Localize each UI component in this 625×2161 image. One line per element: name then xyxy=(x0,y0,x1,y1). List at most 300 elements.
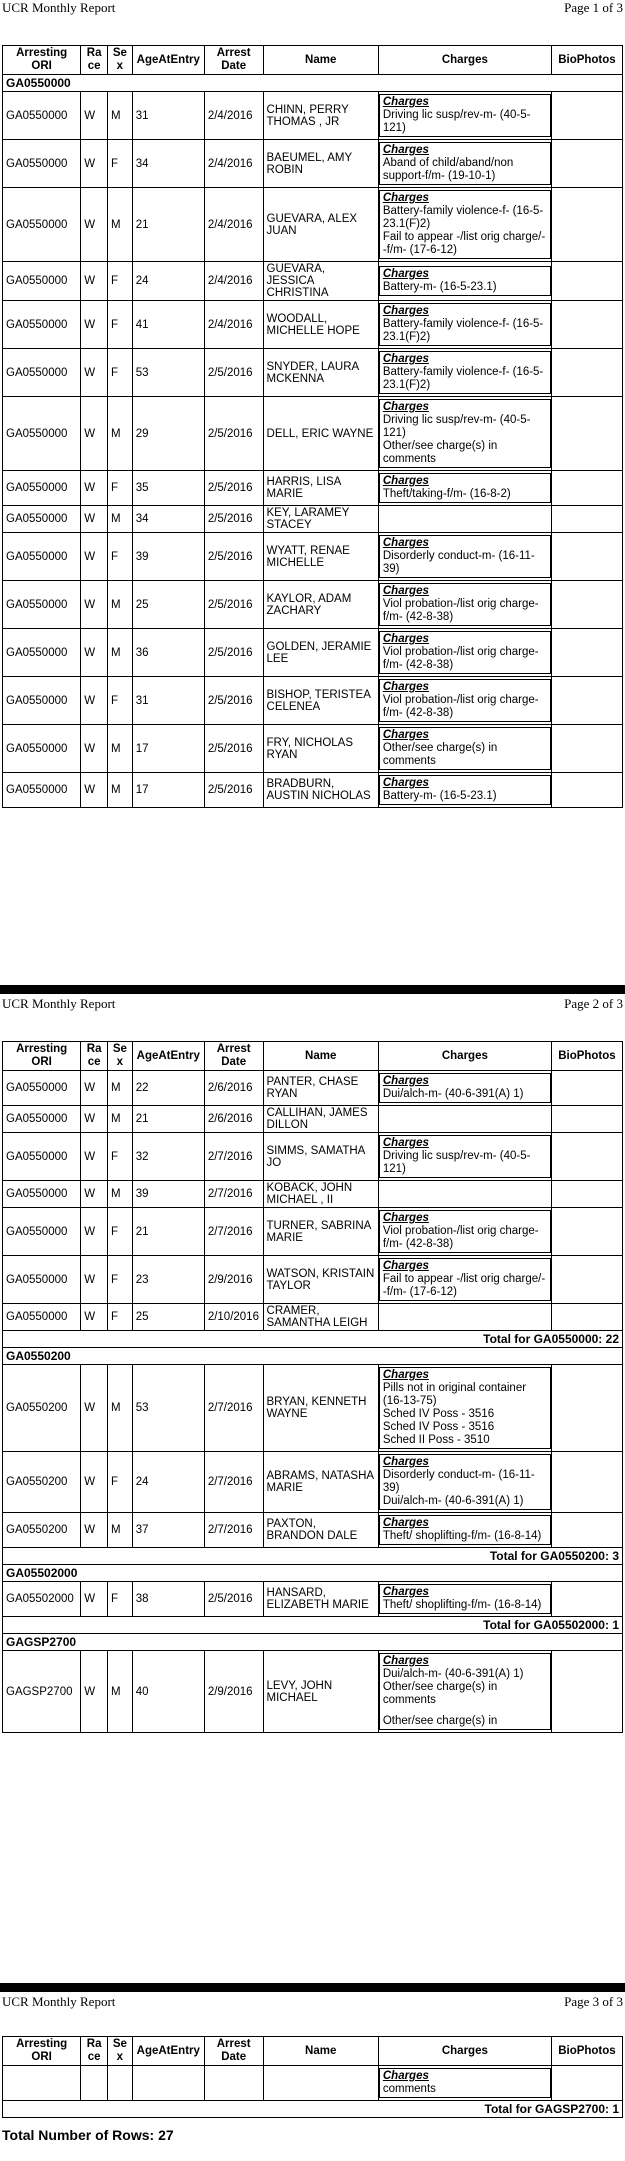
race: W xyxy=(81,140,108,188)
charges-title: Charges xyxy=(382,1212,429,1224)
group-total: Total for GA0550000: 22 xyxy=(3,1331,623,1348)
col-arrest-date-header: Arrest Date xyxy=(204,2037,263,2066)
arrest-row xyxy=(3,397,623,471)
arresting-ori: GAGSP2700 xyxy=(3,1651,81,1733)
arrest-row xyxy=(3,188,623,262)
sex: F xyxy=(108,1582,133,1617)
charges-box xyxy=(379,190,551,259)
charge-item: comments xyxy=(382,2083,436,2095)
charges-box xyxy=(379,351,551,394)
arrestee-name: GUEVARA, JESSICA CHRISTINA xyxy=(263,262,378,301)
arrest-date: 2/9/2016 xyxy=(204,1651,263,1733)
arresting-ori: GA0550000 xyxy=(3,725,81,773)
sex: F xyxy=(108,1452,133,1513)
report-title: UCR Monthly Report xyxy=(2,1994,116,2009)
charge-item: Battery-family violence-f- (16-5-23.1(F)2) xyxy=(382,205,544,230)
arrestee-name: PANTER, CHASE RYAN xyxy=(263,1071,378,1106)
charges-cell xyxy=(378,1133,551,1181)
arrest-row xyxy=(3,506,623,533)
charges-cell xyxy=(378,188,551,262)
sex xyxy=(108,2066,133,2101)
arrest-row xyxy=(3,2066,623,2101)
charges-box xyxy=(379,775,551,805)
sex: M xyxy=(108,629,133,677)
sex: M xyxy=(108,1181,133,1208)
charges-title: Charges xyxy=(382,777,429,789)
age: 32 xyxy=(132,1133,204,1181)
charge-item: Other/see charge(s) in xyxy=(382,1715,498,1727)
arrest-row xyxy=(3,773,623,808)
charge-item: Theft/taking-f/m- (16-8-2) xyxy=(382,488,511,500)
arrest-row xyxy=(3,533,623,581)
col-biophotos-header: BioPhotos xyxy=(551,46,622,75)
charges-title: Charges xyxy=(382,268,429,280)
report-page-1 xyxy=(0,0,625,808)
age: 21 xyxy=(132,188,204,262)
arrestee-name xyxy=(263,2066,378,2101)
arrest-date: 2/4/2016 xyxy=(204,140,263,188)
charges-title: Charges xyxy=(382,2070,429,2082)
charges-box xyxy=(379,679,551,722)
arresting-ori: GA0550000 xyxy=(3,471,81,506)
group-row xyxy=(3,75,623,92)
arresting-ori: GA0550000 xyxy=(3,140,81,188)
col-age-header: AgeAtEntry xyxy=(132,46,204,75)
biophoto-cell xyxy=(551,301,622,349)
sex: M xyxy=(108,1365,133,1452)
grand-total: Total Number of Rows: 27 xyxy=(2,2127,174,2143)
race: W xyxy=(81,506,108,533)
biophoto-cell xyxy=(551,1256,622,1304)
arrestee-name: ABRAMS, NATASHA MARIE xyxy=(263,1452,378,1513)
charges-box xyxy=(379,399,551,468)
charge-item: Disorderly conduct-m- (16-11-39) xyxy=(382,550,535,575)
age: 36 xyxy=(132,629,204,677)
sex: F xyxy=(108,677,133,725)
charges-title: Charges xyxy=(382,353,429,365)
sex: M xyxy=(108,1106,133,1133)
arresting-ori: GA0550000 xyxy=(3,349,81,397)
arrestee-name: CALLIHAN, JAMES DILLON xyxy=(263,1106,378,1133)
charges-title: Charges xyxy=(382,1586,429,1598)
arrest-row xyxy=(3,301,623,349)
age: 17 xyxy=(132,725,204,773)
charge-item: Other/see charge(s) in comments xyxy=(382,440,498,465)
charges-title: Charges xyxy=(382,537,429,549)
arrestee-name: HARRIS, LISA MARIE xyxy=(263,471,378,506)
charges-title: Charges xyxy=(382,729,429,741)
age: 24 xyxy=(132,1452,204,1513)
arrestee-name: FRY, NICHOLAS RYAN xyxy=(263,725,378,773)
charges-cell xyxy=(378,506,551,533)
charges-cell xyxy=(378,581,551,629)
charges-box xyxy=(379,1367,551,1449)
sex: M xyxy=(108,506,133,533)
biophoto-cell xyxy=(551,1106,622,1133)
arresting-ori xyxy=(3,2066,81,2101)
age: 39 xyxy=(132,533,204,581)
sex: F xyxy=(108,471,133,506)
charges-cell xyxy=(378,1106,551,1133)
arresting-ori: GA0550000 xyxy=(3,533,81,581)
charges-cell xyxy=(378,471,551,506)
sex: M xyxy=(108,92,133,140)
arrestee-name: BRYAN, KENNETH WAYNE xyxy=(263,1365,378,1452)
arrestee-name: BAEUMEL, AMY ROBIN xyxy=(263,140,378,188)
arresting-ori: GA0550000 xyxy=(3,581,81,629)
report-title: UCR Monthly Report xyxy=(2,0,116,15)
biophoto-cell xyxy=(551,1582,622,1617)
arrestee-name: BRADBURN, AUSTIN NICHOLAS xyxy=(263,773,378,808)
report-title: UCR Monthly Report xyxy=(2,996,116,1011)
charge-item: Driving lic susp/rev-m- (40-5-121) xyxy=(382,414,531,439)
sex: F xyxy=(108,301,133,349)
charges-cell xyxy=(378,533,551,581)
charges-title: Charges xyxy=(382,401,429,413)
arresting-ori: GA0550000 xyxy=(3,506,81,533)
race: W xyxy=(81,533,108,581)
age: 29 xyxy=(132,397,204,471)
page-number: Page 2 of 3 xyxy=(564,996,623,1011)
arrestee-name: CHINN, PERRY THOMAS , JR xyxy=(263,92,378,140)
arrest-date: 2/4/2016 xyxy=(204,92,263,140)
charge-item: Disorderly conduct-m- (16-11-39) xyxy=(382,1469,535,1494)
biophoto-cell xyxy=(551,92,622,140)
race: W xyxy=(81,581,108,629)
race: W xyxy=(81,1582,108,1617)
arrest-date: 2/7/2016 xyxy=(204,1365,263,1452)
charge-item: Dui/alch-m- (40-6-391(A) 1) xyxy=(382,1495,524,1507)
charges-cell xyxy=(378,1452,551,1513)
charge-item: Pills not in original container (16-13-75) xyxy=(382,1382,527,1407)
arrest-row xyxy=(3,471,623,506)
arresting-ori: GA0550000 xyxy=(3,773,81,808)
biophoto-cell xyxy=(551,1452,622,1513)
sex: F xyxy=(108,349,133,397)
col-name-header: Name xyxy=(263,1042,378,1071)
charges-cell xyxy=(378,677,551,725)
col-charges-header: Charges xyxy=(378,46,551,75)
charges-box xyxy=(379,1454,551,1510)
arrest-row xyxy=(3,1513,623,1548)
charges-box xyxy=(379,303,551,346)
charges-title: Charges xyxy=(382,1655,429,1667)
charges-title: Charges xyxy=(382,633,429,645)
race: W xyxy=(81,1181,108,1208)
arresting-ori: GA0550000 xyxy=(3,92,81,140)
arrestee-name: KOBACK, JOHN MICHAEL , II xyxy=(263,1181,378,1208)
race: W xyxy=(81,471,108,506)
report-page-3 xyxy=(0,1994,625,2118)
arrestee-name: WOODALL, MICHELLE HOPE xyxy=(263,301,378,349)
col-arresting-ori-header: Arresting ORI xyxy=(3,46,81,75)
header-row xyxy=(3,2037,623,2066)
race: W xyxy=(81,301,108,349)
charges-title: Charges xyxy=(382,96,429,108)
arrest-date: 2/4/2016 xyxy=(204,188,263,262)
biophoto-cell xyxy=(551,1365,622,1452)
sex: F xyxy=(108,533,133,581)
arrest-row xyxy=(3,725,623,773)
arrest-table xyxy=(2,45,623,808)
charges-title: Charges xyxy=(382,1075,429,1087)
charge-item: Viol probation-/list orig charge-f/m- (42-8-38) xyxy=(382,598,539,623)
group-row xyxy=(3,1565,623,1582)
biophoto-cell xyxy=(551,533,622,581)
age: 53 xyxy=(132,349,204,397)
arrestee-name: GOLDEN, JERAMIE LEE xyxy=(263,629,378,677)
charge-item: Battery-m- (16-5-23.1) xyxy=(382,281,497,293)
charges-cell xyxy=(378,1208,551,1256)
charges-box xyxy=(379,2068,551,2098)
sex: F xyxy=(108,1304,133,1331)
race: W xyxy=(81,1452,108,1513)
group-total: Total for GA05502000: 1 xyxy=(3,1617,623,1634)
age: 21 xyxy=(132,1208,204,1256)
charges-title: Charges xyxy=(382,475,429,487)
charges-cell xyxy=(378,1365,551,1452)
arrestee-name: DELL, ERIC WAYNE xyxy=(263,397,378,471)
charges-box xyxy=(379,266,551,296)
age: 34 xyxy=(132,140,204,188)
charges-cell xyxy=(378,140,551,188)
age: 38 xyxy=(132,1582,204,1617)
race: W xyxy=(81,397,108,471)
biophoto-cell xyxy=(551,471,622,506)
arrest-date xyxy=(204,2066,263,2101)
col-biophotos-header: BioPhotos xyxy=(551,1042,622,1071)
charges-title: Charges xyxy=(382,1260,429,1272)
arrest-date: 2/5/2016 xyxy=(204,773,263,808)
group-row xyxy=(3,1634,623,1651)
arrest-date: 2/5/2016 xyxy=(204,349,263,397)
charge-item: Viol probation-/list orig charge-f/m- (42-8-38) xyxy=(382,646,539,671)
biophoto-cell xyxy=(551,1304,622,1331)
col-age-header: AgeAtEntry xyxy=(132,2037,204,2066)
age: 23 xyxy=(132,1256,204,1304)
col-arresting-ori-header: Arresting ORI xyxy=(3,2037,81,2066)
arrest-row xyxy=(3,262,623,301)
group-label: GA0550000 xyxy=(3,75,623,92)
arresting-ori: GA0550000 xyxy=(3,1208,81,1256)
arrestee-name: GUEVARA, ALEX JUAN xyxy=(263,188,378,262)
sex: F xyxy=(108,1208,133,1256)
report-page-2 xyxy=(0,996,625,1733)
page-number: Page 1 of 3 xyxy=(564,0,623,15)
arrest-row xyxy=(3,1071,623,1106)
group-label: GA05502000 xyxy=(3,1565,623,1582)
biophoto-cell xyxy=(551,397,622,471)
arrest-date: 2/5/2016 xyxy=(204,581,263,629)
arresting-ori: GA0550000 xyxy=(3,677,81,725)
biophoto-cell xyxy=(551,1651,622,1733)
charges-title: Charges xyxy=(382,1517,429,1529)
arrestee-name: KAYLOR, ADAM ZACHARY xyxy=(263,581,378,629)
charges-cell xyxy=(378,773,551,808)
arresting-ori: GA0550000 xyxy=(3,1071,81,1106)
race: W xyxy=(81,773,108,808)
charges-box xyxy=(379,1210,551,1253)
header-row xyxy=(3,46,623,75)
charges-cell xyxy=(378,725,551,773)
age: 37 xyxy=(132,1513,204,1548)
biophoto-cell xyxy=(551,629,622,677)
age: 40 xyxy=(132,1651,204,1733)
age: 34 xyxy=(132,506,204,533)
arrestee-name: HANSARD, ELIZABETH MARIE xyxy=(263,1582,378,1617)
sex: M xyxy=(108,725,133,773)
age: 21 xyxy=(132,1106,204,1133)
arrest-date: 2/7/2016 xyxy=(204,1513,263,1548)
arrest-row xyxy=(3,1582,623,1617)
arrest-date: 2/5/2016 xyxy=(204,506,263,533)
age: 24 xyxy=(132,262,204,301)
charges-cell xyxy=(378,2066,551,2101)
race xyxy=(81,2066,108,2101)
charges-box xyxy=(379,142,551,185)
charges-cell xyxy=(378,1582,551,1617)
arresting-ori: GA0550000 xyxy=(3,1304,81,1331)
arrest-date: 2/5/2016 xyxy=(204,397,263,471)
charges-box xyxy=(379,1135,551,1178)
arrest-row xyxy=(3,1256,623,1304)
charge-item: Sched IV Poss - 3516 xyxy=(382,1421,495,1433)
race: W xyxy=(81,1208,108,1256)
col-age-header: AgeAtEntry xyxy=(132,1042,204,1071)
col-race-header: Race xyxy=(81,46,108,75)
charges-cell xyxy=(378,262,551,301)
race: W xyxy=(81,1133,108,1181)
arresting-ori: GA0550000 xyxy=(3,397,81,471)
age: 25 xyxy=(132,1304,204,1331)
col-race-header: Race xyxy=(81,2037,108,2066)
arrest-date: 2/6/2016 xyxy=(204,1106,263,1133)
race: W xyxy=(81,188,108,262)
charge-item: Other/see charge(s) in comments xyxy=(382,1681,498,1706)
charges-cell xyxy=(378,1513,551,1548)
page-number: Page 3 of 3 xyxy=(564,1994,623,2009)
arrestee-name: SIMMS, SAMATHA JO xyxy=(263,1133,378,1181)
col-sex-header: Sex xyxy=(108,46,133,75)
race: W xyxy=(81,92,108,140)
arrest-date: 2/5/2016 xyxy=(204,725,263,773)
arrest-row xyxy=(3,1365,623,1452)
race: W xyxy=(81,1071,108,1106)
arrest-date: 2/4/2016 xyxy=(204,262,263,301)
race: W xyxy=(81,1651,108,1733)
age: 22 xyxy=(132,1071,204,1106)
charges-cell xyxy=(378,301,551,349)
charge-item: Viol probation-/list orig charge-f/m- (42-8-38) xyxy=(382,1225,539,1250)
arrestee-name: PAXTON, BRANDON DALE xyxy=(263,1513,378,1548)
group-total: Total for GA0550200: 3 xyxy=(3,1548,623,1565)
arrest-date: 2/4/2016 xyxy=(204,301,263,349)
charges-cell xyxy=(378,1071,551,1106)
arrest-row xyxy=(3,1651,623,1733)
page-separator xyxy=(0,985,625,994)
arresting-ori: GA0550000 xyxy=(3,1256,81,1304)
charge-item: Viol probation-/list orig charge-f/m- (42-8-38) xyxy=(382,694,539,719)
charges-box xyxy=(379,1258,551,1301)
charges-title: Charges xyxy=(382,1369,429,1381)
charge-item: Dui/alch-m- (40-6-391(A) 1) xyxy=(382,1668,524,1680)
total-row xyxy=(3,1617,623,1634)
sex: M xyxy=(108,188,133,262)
charges-title: Charges xyxy=(382,144,429,156)
col-arresting-ori-header: Arresting ORI xyxy=(3,1042,81,1071)
sex: M xyxy=(108,581,133,629)
charge-item: Aband of child/aband/non support-f/m- (19-10-1) xyxy=(382,157,514,182)
group-row xyxy=(3,1348,623,1365)
charge-item: Driving lic susp/rev-m- (40-5-121) xyxy=(382,1150,531,1175)
charges-box xyxy=(379,473,551,503)
sex: M xyxy=(108,773,133,808)
charge-item: Theft/ shoplifting-f/m- (16-8-14) xyxy=(382,1599,542,1611)
arrest-row xyxy=(3,140,623,188)
biophoto-cell xyxy=(551,725,622,773)
arresting-ori: GA0550000 xyxy=(3,629,81,677)
col-race-header: Race xyxy=(81,1042,108,1071)
arresting-ori: GA05502000 xyxy=(3,1582,81,1617)
arrest-row xyxy=(3,349,623,397)
sex: F xyxy=(108,1133,133,1181)
charge-spacer xyxy=(383,1707,547,1715)
charges-cell xyxy=(378,1304,551,1331)
col-sex-header: Sex xyxy=(108,1042,133,1071)
arresting-ori: GA0550200 xyxy=(3,1452,81,1513)
col-charges-header: Charges xyxy=(378,2037,551,2066)
arrest-date: 2/7/2016 xyxy=(204,1133,263,1181)
race: W xyxy=(81,1365,108,1452)
charges-box xyxy=(379,535,551,578)
sex: M xyxy=(108,1513,133,1548)
biophoto-cell xyxy=(551,1513,622,1548)
charges-cell xyxy=(378,1651,551,1733)
biophoto-cell xyxy=(551,1181,622,1208)
biophoto-cell xyxy=(551,581,622,629)
charges-cell xyxy=(378,629,551,677)
sex: M xyxy=(108,397,133,471)
arrestee-name: WATSON, KRISTAIN TAYLOR xyxy=(263,1256,378,1304)
biophoto-cell xyxy=(551,1208,622,1256)
col-sex-header: Sex xyxy=(108,2037,133,2066)
charges-cell xyxy=(378,349,551,397)
arrestee-name: TURNER, SABRINA MARIE xyxy=(263,1208,378,1256)
arrest-row xyxy=(3,1181,623,1208)
arrest-table xyxy=(2,1041,623,1733)
sex: F xyxy=(108,1256,133,1304)
arrest-date: 2/10/2016 xyxy=(204,1304,263,1331)
arrestee-name: SNYDER, LAURA MCKENNA xyxy=(263,349,378,397)
page-header xyxy=(0,1994,625,2012)
arrestee-name: BISHOP, TERISTEA CELENEA xyxy=(263,677,378,725)
charge-item: Battery-family violence-f- (16-5-23.1(F)2) xyxy=(382,366,544,391)
biophoto-cell xyxy=(551,773,622,808)
arrest-row xyxy=(3,92,623,140)
race: W xyxy=(81,349,108,397)
total-row xyxy=(3,1548,623,1565)
charges-cell xyxy=(378,1256,551,1304)
race: W xyxy=(81,1513,108,1548)
arrest-row xyxy=(3,1304,623,1331)
arresting-ori: GA0550000 xyxy=(3,1106,81,1133)
sex: M xyxy=(108,1651,133,1733)
sex: M xyxy=(108,1071,133,1106)
charges-box xyxy=(379,1073,551,1103)
charges-box xyxy=(379,94,551,137)
charges-box xyxy=(379,1515,551,1545)
arresting-ori: GA0550000 xyxy=(3,301,81,349)
